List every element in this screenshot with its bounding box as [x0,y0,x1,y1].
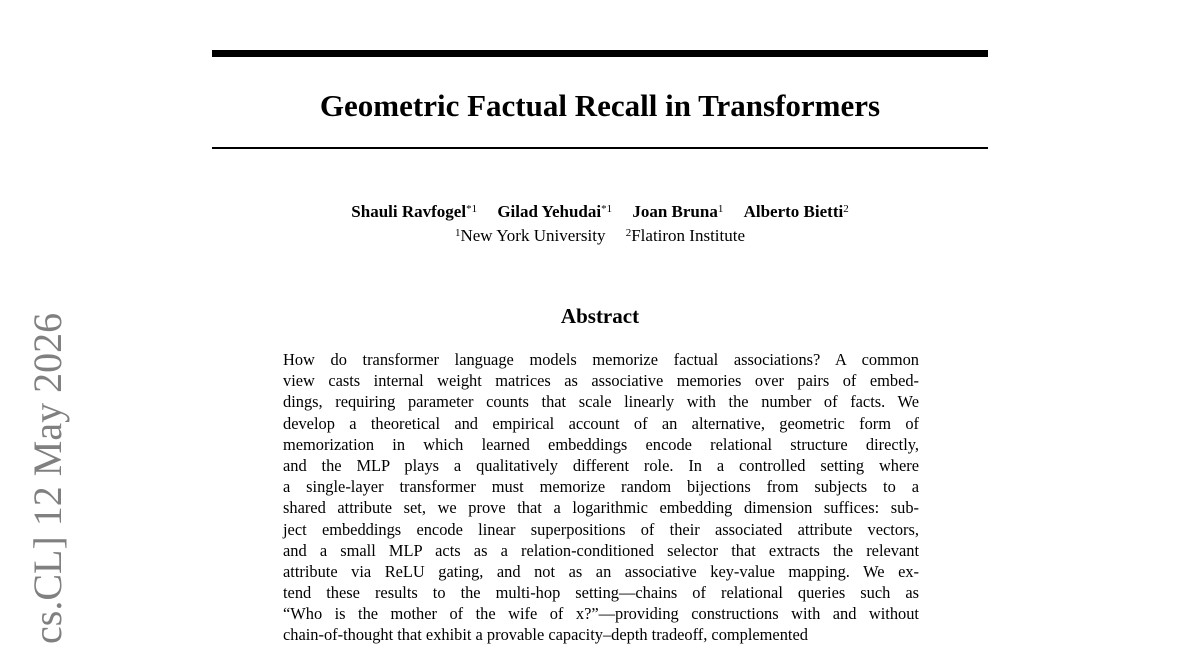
abstract-line: chain-of-thought that exhibit a provable capacity–depth tradeoff, complemented [283,625,808,645]
author-3 [632,202,723,221]
affiliation-1-mark: 1 [454,227,461,239]
affiliation-1 [455,226,605,245]
title-bottom-rule [212,147,988,149]
abstract-line: develop a theoretical and empirical account of an alternative, geometric form of [283,413,919,433]
abstract-heading: Abstract [560,304,640,328]
author-1-name: Shauli Ravfogel [351,202,467,221]
title-top-rule [212,50,988,57]
abstract-line: and a small MLP acts as a relation-conditioned selector that extracts the relevant [283,540,919,560]
abstract-body [283,349,919,646]
abstract-line: “Who is the mother of the wife of x?”—providing constructions with and without [283,604,919,624]
abstract-line: dings, requiring parameter counts that scale linearly with the number of facts. We [283,392,919,412]
abstract-line: memorization in which learned embeddings encode relational structure directly, [283,434,919,454]
abstract-line: shared attribute set, we prove that a logarithmic embedding dimension suffices: sub- [283,498,919,518]
author-2-marks: *1 [601,203,613,215]
author-1-marks: *1 [466,203,478,215]
abstract-line: tend these results to the multi-hop setting—chains of relational queries such as [283,583,919,603]
author-4-marks: 2 [843,203,849,215]
author-list [212,201,988,223]
affiliation-1-name: New York University [460,226,606,245]
affiliation-2-name: Flatiron Institute [631,226,746,245]
abstract-line: view casts internal weight matrices as associative memories over pairs of embed- [283,371,919,391]
paper-title: Geometric Factual Recall in Transformers [319,88,881,123]
abstract-line: and the MLP plays a qualitatively different role. In a controlled setting where [283,455,919,475]
abstract-line: How do transformer language models memorize factual associations? A common [283,350,919,369]
abstract-line: a single-layer transformer must memorize random bijections from subjects to a [283,477,919,497]
affiliation-list [212,225,988,247]
affiliation-2-mark: 2 [625,227,632,239]
abstract-line: ject embeddings encode linear superpositions of their associated attribute vectors, [283,519,919,539]
affiliation-2 [626,226,745,245]
author-1 [351,202,477,221]
abstract-line: attribute via ReLU gating, and not as an associative key-value mapping. We ex- [283,561,919,581]
arxiv-side-stamp: cs.CL] 12 May 2026 [25,312,70,644]
author-2-name: Gilad Yehudai [497,202,602,221]
author-2 [497,202,612,221]
author-4 [744,202,849,221]
author-3-marks: 1 [717,203,724,215]
author-3-name: Joan Bruna [632,202,718,221]
author-4-name: Alberto Bietti [743,202,844,221]
